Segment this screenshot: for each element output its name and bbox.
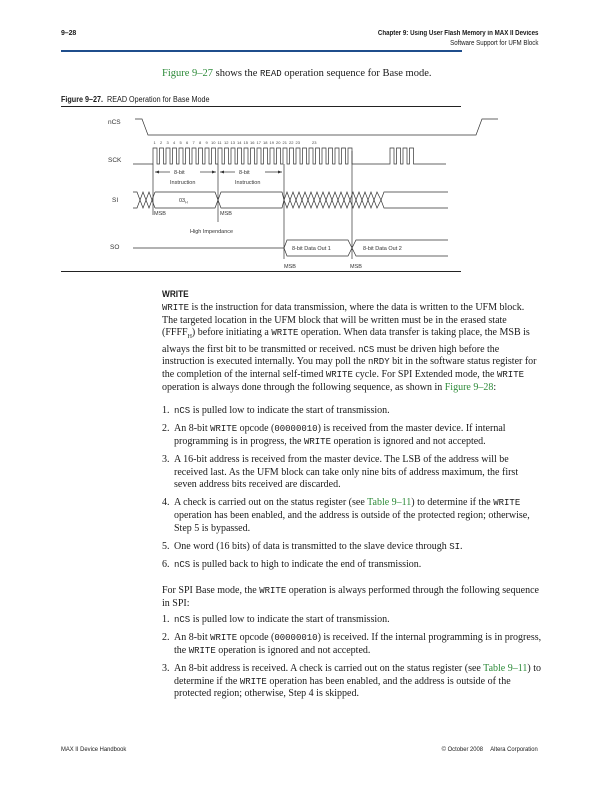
list-item [162,632,542,657]
inline-code: 00000010 [274,633,318,644]
figure-title: READ Operation for Base Mode [107,95,210,104]
svg-text:16: 16 [250,140,255,145]
clock-tick-labels [154,140,318,145]
svg-text:MSB: MSB [284,264,296,270]
svg-text:MSB: MSB [350,264,362,270]
text: A check is carried out on the status register (see [174,497,368,509]
si-waveform [133,192,448,217]
inline-code: WRITE [210,424,238,435]
figure-caption [61,95,209,104]
inline-code: WRITE [188,645,216,656]
text: operation is always done through the following sequence, as shown in [162,381,445,393]
inline-code: WRITE [497,369,525,380]
svg-text:10: 10 [211,140,216,145]
step-number: 3. [162,662,170,674]
so-waveform [133,240,448,270]
step-number: 5. [162,540,170,552]
intro-text: operation sequence for Base mode. [281,68,432,79]
svg-text:Instruction: Instruction [235,180,261,186]
section-title: Software Support for UFM Block [449,40,538,47]
text: ) to determine if the [174,662,541,687]
svg-text:MSB: MSB [154,211,166,217]
write-description-paragraph [162,302,542,394]
intro-sentence [162,68,432,79]
inline-code: nCS [358,344,375,355]
inline-code: WRITE [162,303,190,313]
text: ) to determine if the [411,497,494,509]
step-number: 4. [162,497,170,509]
text: One word (16 bits) of data is transmitted to the slave device through [174,540,450,552]
footer-handbook-title: MAX II Device Handbook [61,746,127,753]
inline-code: nRDY [368,357,390,368]
cross-reference-link[interactable]: Table 9–11 [483,662,528,674]
text: operation is always performed through the following sequence in SPI: [162,585,539,609]
list-item [162,541,542,554]
timing-diagram [90,107,520,271]
list-item [162,663,542,701]
list-item [162,614,542,627]
intro-text: shows the [213,68,261,79]
figure-9-27-link[interactable]: Figure 9–27 [162,68,214,79]
signal-label-ncs: nCS [108,119,121,126]
text: ) is received. If the internal programming is in progress, the [174,632,542,656]
text: bit in the software status register for the completion of the internal self-timed [162,356,537,380]
ncs-waveform [135,119,498,135]
text: operation has been enabled, and the address is outside of the protected region; otherwise, Step 5 is bypassed. [174,509,530,534]
list-item [162,497,542,535]
inline-code: WRITE [271,328,299,339]
list-item [162,405,542,418]
inline-code: WRITE [303,436,331,447]
list-item [162,454,542,492]
cross-reference-link[interactable]: Table 9–11 [367,497,412,509]
text: opcode ( [237,632,275,644]
text: For SPI Base mode, the [162,585,260,596]
section-heading-write: WRITE [162,289,189,299]
step-number: 3. [162,453,170,465]
high-impedance-label: High Impendance [190,229,234,235]
svg-text:3: 3 [166,140,169,145]
svg-text:14: 14 [237,140,242,145]
inline-code: SI [449,541,461,552]
svg-text:15: 15 [243,140,248,145]
text: must be driven high before the instruction is executed internally. You may poll the [162,343,500,368]
svg-text:12: 12 [224,140,229,145]
footer-company: Altera Corporation [490,746,538,753]
svg-text:21: 21 [282,140,287,145]
figure-number: Figure 9–27. [61,95,104,104]
text: operation. When data transfer is taking place, the MSB is always the first bit to be transmitted or received. [162,327,530,355]
inline-code: nCS [174,559,191,570]
instruction-bracket-2 [220,170,282,186]
text: cycle. For SPI Extended mode, the [352,368,497,380]
svg-text:1: 1 [153,140,156,145]
svg-text:8-bit: 8-bit [174,170,185,176]
running-header [377,29,538,49]
svg-text:6: 6 [186,140,189,145]
cross-reference-link[interactable]: Figure 9–28 [444,381,494,393]
text: ) is received from the master device. If internal programming is in progress, the [174,423,506,447]
list-item [162,559,542,572]
text: An 8-bit [174,423,211,435]
inline-code: WRITE [325,369,353,380]
si-opcode: $03_H$ [179,198,188,205]
inline-code: WRITE [493,498,521,509]
text: is pulled low to indicate the start of transmission. [190,614,390,625]
chapter-title: Chapter 9: Using User Flash Memory in MAX II Devices [377,30,538,37]
svg-text:11: 11 [217,140,222,145]
text: An 8-bit [174,632,211,644]
text: operation has been enabled, and the address is outside of the protected region; otherwise, Step 4 is skipped. [174,675,511,700]
text: An 8-bit address is received. A check is carried out on the status register (see [174,662,484,674]
text: . [460,540,463,552]
step-number: 2. [162,423,170,435]
svg-text:13: 13 [230,140,235,145]
step-number: 2. [162,632,170,644]
inline-code: WRITE [259,586,287,596]
sck-waveform [133,148,446,164]
svg-text:17: 17 [256,140,261,145]
subscript: H [187,334,192,341]
signal-label-si: SI [112,197,119,204]
inline-code: nCS [174,406,191,416]
spi-base-write-steps [162,614,542,706]
svg-text:23: 23 [295,140,300,145]
instruction-bracket-1 [155,170,216,186]
inline-code: WRITE [239,676,267,687]
text: opcode ( [237,423,275,435]
svg-text:4: 4 [173,140,176,145]
figure-bottom-rule [61,271,461,272]
inline-code: nCS [174,615,191,625]
svg-text:Instruction: Instruction [170,180,196,186]
svg-text:19: 19 [269,140,274,145]
signal-label-so: SO [110,244,120,251]
svg-text:8: 8 [199,140,202,145]
signal-label-sck: SCK [108,157,122,164]
svg-text:20: 20 [276,140,281,145]
svg-text:23: 23 [312,140,317,145]
text: operation is ignored and not accepted. [215,644,371,656]
text: is pulled back to high to indicate the end of transmission. [190,558,422,570]
list-item [162,423,542,448]
text: is the instruction for data transmission, where the data is written to the UFM block. The targeted location in the UFM block that will be written must be in the erased state (FFFF [162,302,525,339]
svg-text:8-bit Data Out 2: 8-bit Data Out 2 [363,246,402,252]
svg-text:8-bit Data Out 1: 8-bit Data Out 1 [292,246,331,252]
inline-code: READ [260,69,282,79]
inline-code: WRITE [210,633,238,644]
step-number: 6. [162,558,170,570]
header-rule [61,50,462,52]
page-number: 9–28 [61,30,77,37]
spi-extended-write-steps [162,405,542,577]
step-number: 1. [162,614,170,625]
text: is pulled low to indicate the start of transmission. [190,405,390,416]
svg-text:7: 7 [192,140,195,145]
spi-base-write-paragraph [162,585,542,610]
text: A 16-bit address is received from the master device. The LSB of the address will be received last. As the UFM block can take only nine bits of address maximum, the first seven address bits received are discarded. [174,453,519,491]
footer-copyright [442,746,538,753]
inline-code: 00000010 [274,424,318,435]
text: : [493,381,497,393]
text: operation is ignored and not accepted. [331,435,486,447]
svg-text:MSB: MSB [220,211,232,217]
step-number: 1. [162,405,170,416]
footer-date: © October 2008 [441,746,484,753]
svg-text:22: 22 [289,140,294,145]
svg-text:2: 2 [160,140,163,145]
svg-text:8-bit: 8-bit [239,170,250,176]
svg-text:5: 5 [179,140,182,145]
svg-text:9: 9 [205,140,208,145]
text: ) before initiating a [191,327,272,339]
svg-text:18: 18 [263,140,268,145]
